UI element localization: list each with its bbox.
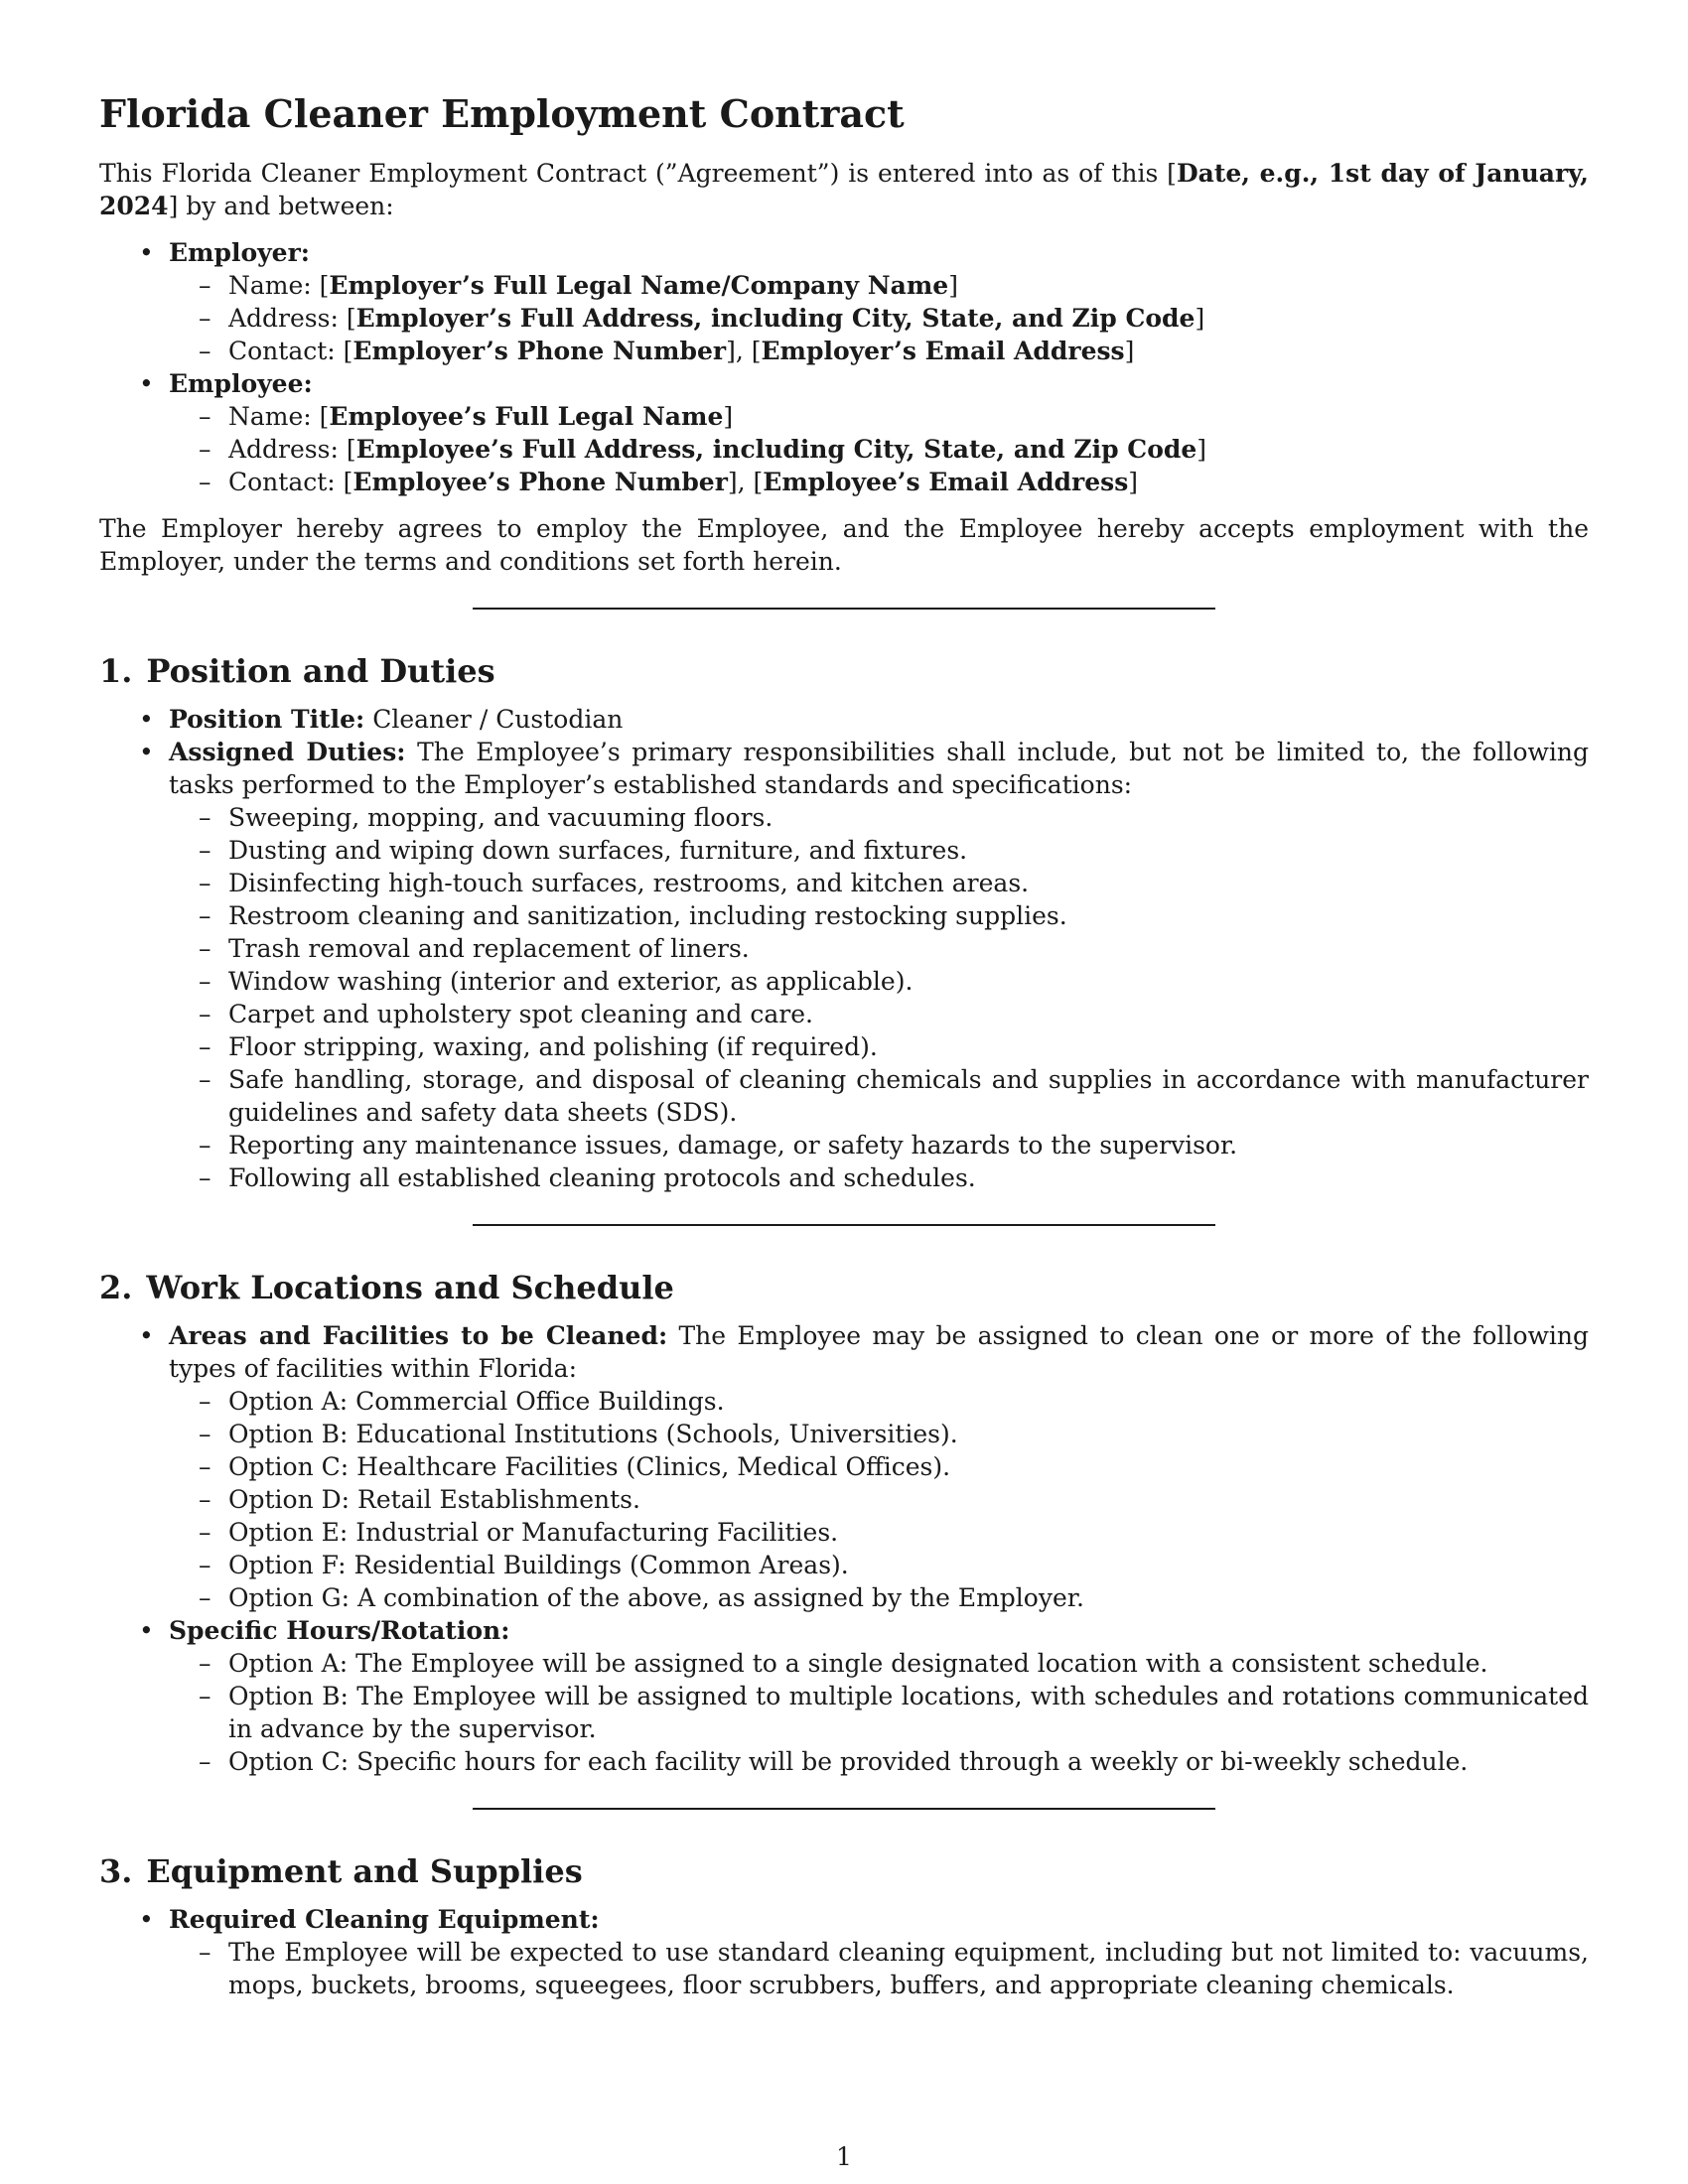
section-2-heading [99,1268,1589,1307]
employer-name-line: – Name: [Employer’s Full Legal Name/Company Name] [169,269,1589,302]
position-title-item [99,703,1589,736]
list-item: – Dusting and wiping down surfaces, furniture, and fixtures. [169,834,1589,867]
list-item: – Sweeping, mopping, and vacuuming floors. [169,801,1589,834]
employee-item [99,367,1589,498]
employee-label: Employee: [169,369,313,398]
employee-address-line: – Address: [Employee’s Full Address, including City, State, and Zip Code] [169,433,1589,466]
employee-contact-line: – Contact: [Employee’s Phone Number], [Employee’s Email Address] [169,466,1589,498]
intro-paragraph [99,157,1589,222]
hours-label: Specific Hours/Rotation: [169,1616,510,1645]
list-item: – Window washing (interior and exterior, as applicable). [169,965,1589,998]
employee-phone-placeholder: Employee’s Phone Number [352,468,728,496]
address-label: Address: [228,435,347,464]
list-item: – Option F: Residential Buildings (Common Areas). [169,1549,1589,1581]
position-label: Position Title: [169,705,365,734]
section-number: 1. [99,652,133,690]
section-1-list [99,703,1589,1194]
section-3-list [99,1903,1589,2001]
duties-list [169,801,1589,1194]
equipment-item [99,1903,1589,2001]
position-value: Cleaner / Custodian [364,705,624,734]
employer-name-placeholder: Employer’s Full Legal Name/Company Name [329,271,949,300]
contact-label: Contact: [228,337,344,365]
list-item: – Option A: Commercial Office Buildings. [169,1385,1589,1418]
address-label: Address: [228,304,347,333]
section-1-heading [99,651,1589,691]
date-placeholder: Date, e.g., 1st day of January, 2024 [99,159,1589,220]
section-divider [473,1808,1215,1810]
list-item: – Trash removal and replacement of liners. [169,932,1589,965]
equipment-label: Required Cleaning Equipment: [169,1905,600,1934]
hours-list [169,1647,1589,1778]
employer-email-placeholder: Employer’s Email Address [761,337,1125,365]
areas-item [99,1319,1589,1614]
employer-phone-placeholder: Employer’s Phone Number [352,337,727,365]
list-item: – Carpet and upholstery spot cleaning and care. [169,998,1589,1030]
section-divider [473,608,1215,610]
employee-email-placeholder: Employee’s Email Address [763,468,1129,496]
section-title: Equipment and Supplies [146,1852,583,1890]
name-label: Name: [228,271,320,300]
areas-label: Areas and Facilities to be Cleaned: [169,1321,668,1350]
section-2-list [99,1319,1589,1778]
intro-text-after: ] by and between: [168,192,394,220]
employee-name-line: – Name: [Employee’s Full Legal Name] [169,400,1589,433]
list-item: – Floor stripping, waxing, and polishing (if required). [169,1030,1589,1063]
list-item: – Safe handling, storage, and disposal of cleaning chemicals and supplies in accordance with manufacturer guidelines and safety data sheets (SDS). [169,1063,1589,1129]
list-item: – Option B: The Employee will be assigned to multiple locations, with schedules and rotations communicated in advance by the supervisor. [169,1680,1589,1745]
employer-details [169,269,1589,367]
equipment-list [169,1936,1589,2001]
document-title: Florida Cleaner Employment Contract [99,91,905,136]
list-item: – Reporting any maintenance issues, damage, or safety hazards to the supervisor. [169,1129,1589,1161]
areas-text: The Employee may be assigned to clean one or more of the following types of facilities within Florida: [169,1321,1589,1383]
list-item: – The Employee will be expected to use standard cleaning equipment, including but not limited to: vacuums, mops, buckets, brooms, squeegees, floor scrubbers, buffers, and appropriate cleaning chemicals. [169,1936,1589,2001]
list-item: – Option A: The Employee will be assigned to a single designated location with a consistent schedule. [169,1647,1589,1680]
agreement-paragraph: The Employer hereby agrees to employ the Employee, and the Employee hereby accepts employment with the Employer, under the terms and conditions set forth herein. [99,514,1589,576]
employer-address-placeholder: Employer’s Full Address, including City, State, and Zip Code [355,304,1196,333]
assigned-duties-item [99,736,1589,1194]
employee-name-placeholder: Employee’s Full Legal Name [329,402,724,431]
section-title: Position and Duties [146,652,495,690]
employer-contact-line: – Contact: [Employer’s Phone Number], [Employer’s Email Address] [169,335,1589,367]
list-item: – Following all established cleaning protocols and schedules. [169,1161,1589,1194]
list-item: – Option E: Industrial or Manufacturing Facilities. [169,1516,1589,1549]
section-number: 2. [99,1269,133,1306]
section-number: 3. [99,1852,133,1890]
page-number: 1 [836,2142,852,2171]
employer-address-line: – Address: [Employer’s Full Address, including City, State, and Zip Code] [169,302,1589,335]
intro-text-before: This Florida Cleaner Employment Contract (”Agreement”) is entered into as of this [ [99,159,1177,188]
employer-label: Employer: [169,238,310,267]
areas-list [169,1385,1589,1614]
list-item: – Restroom cleaning and sanitization, including restocking supplies. [169,899,1589,932]
contact-label: Contact: [228,468,344,496]
parties-list [99,236,1589,498]
duties-text: The Employee’s primary responsibilities shall include, but not be limited to, the following tasks performed to the Employer’s established standards and specifications: [169,738,1589,799]
list-item: – Option B: Educational Institutions (Schools, Universities). [169,1418,1589,1450]
list-item: – Option D: Retail Establishments. [169,1483,1589,1516]
list-item: – Disinfecting high-touch surfaces, restrooms, and kitchen areas. [169,867,1589,899]
document-page [99,81,1589,2015]
duties-label: Assigned Duties: [169,738,406,766]
employee-details [169,400,1589,498]
list-item: – Option C: Specific hours for each facility will be provided through a weekly or bi-weekly schedule. [169,1745,1589,1778]
section-divider [473,1224,1215,1226]
section-title: Work Locations and Schedule [146,1269,674,1306]
hours-item [99,1614,1589,1778]
name-label: Name: [228,402,320,431]
list-item: – Option G: A combination of the above, as assigned by the Employer. [169,1581,1589,1614]
section-3-heading [99,1851,1589,1891]
list-item: – Option C: Healthcare Facilities (Clinics, Medical Offices). [169,1450,1589,1483]
employee-address-placeholder: Employee’s Full Address, including City, State, and Zip Code [355,435,1197,464]
employer-item [99,236,1589,367]
